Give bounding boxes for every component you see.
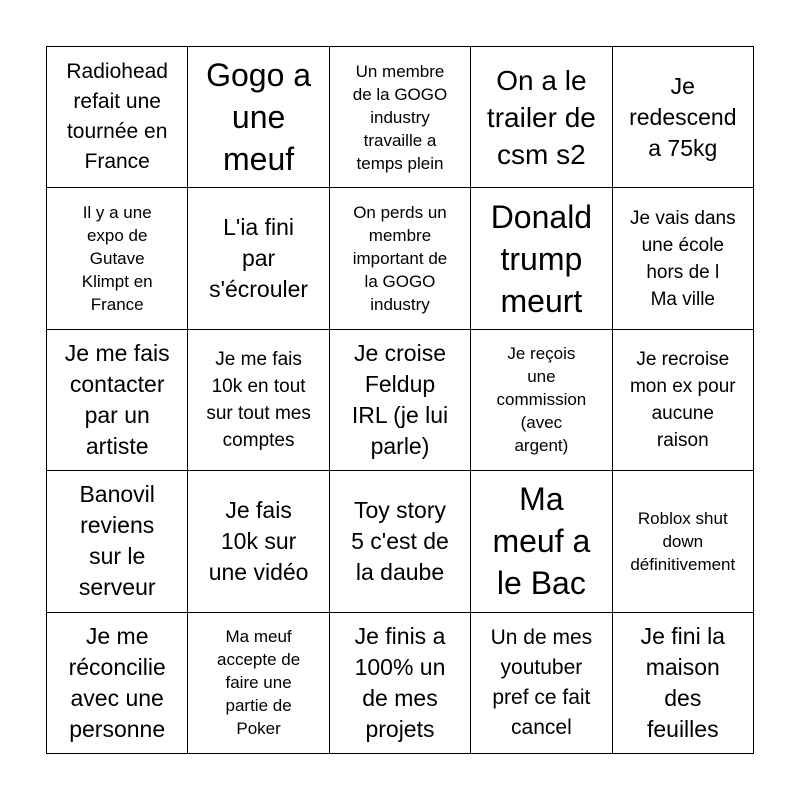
cell-text: Radiohead refait une tournée en France — [66, 60, 168, 174]
cell-text: Je reçois une commission (avec argent) — [496, 344, 587, 456]
bingo-cell-18[interactable] — [330, 471, 471, 612]
bingo-cell-11[interactable] — [47, 330, 188, 471]
cell-text: On a le trailer de csm s2 — [486, 64, 596, 170]
cell-text: Ma meuf accepte de faire une partie de Poker — [217, 627, 301, 739]
bingo-cell-13[interactable] — [330, 330, 471, 471]
bingo-cell-9[interactable] — [471, 188, 612, 329]
bingo-cell-17[interactable] — [188, 471, 329, 612]
cell-text: Je me réconcilie avec une personne — [68, 622, 166, 742]
cell-text: Je redescend a 75kg — [629, 72, 737, 161]
cell-text: Je me fais 10k en tout sur tout mes comptes — [206, 348, 311, 451]
bingo-cell-24[interactable] — [471, 613, 612, 754]
cell-text: Je fais 10k sur une vidéo — [208, 496, 309, 585]
bingo-cell-15[interactable] — [613, 330, 754, 471]
bingo-cell-8[interactable] — [330, 188, 471, 329]
bingo-cell-19[interactable] — [471, 471, 612, 612]
bingo-cell-25[interactable] — [613, 613, 754, 754]
bingo-cell-23[interactable] — [330, 613, 471, 754]
cell-text: Gogo a une meuf — [206, 57, 312, 178]
cell-text: Donald trump meurt — [490, 198, 593, 319]
cell-text: Je croise Feldup IRL (je lui parle) — [351, 339, 449, 459]
cell-text: Un membre de la GOGO industry travaille a temps plein — [352, 61, 448, 173]
bingo-cell-4[interactable] — [471, 47, 612, 188]
bingo-cell-7[interactable] — [188, 188, 329, 329]
cell-text: Je finis a 100% un de mes projets — [354, 622, 446, 742]
bingo-cell-20[interactable] — [613, 471, 754, 612]
cell-text: Banovil reviens sur le serveur — [78, 481, 156, 601]
bingo-cell-2[interactable] — [188, 47, 329, 188]
bingo-cell-16[interactable] — [47, 471, 188, 612]
cell-text: Il y a une expo de Gutave Klimpt en France — [81, 203, 153, 315]
cell-text: Je me fais contacter par un artiste — [64, 339, 170, 459]
bingo-cell-21[interactable] — [47, 613, 188, 754]
bingo-cell-14[interactable] — [471, 330, 612, 471]
cell-text: On perds un membre important de la GOGO industry — [352, 203, 448, 315]
bingo-cell-10[interactable] — [613, 188, 754, 329]
cell-text: Je vais dans une école hors de l Ma ville — [629, 207, 736, 310]
bingo-cell-12[interactable] — [188, 330, 329, 471]
cell-text: Toy story 5 c'est de la daube — [351, 496, 449, 585]
cell-text: Un de mes youtuber pref ce fait cancel — [490, 625, 593, 739]
cell-text: Je fini la maison des feuilles — [640, 622, 725, 742]
bingo-cell-3[interactable] — [330, 47, 471, 188]
bingo-cell-1[interactable] — [47, 47, 188, 188]
bingo-cell-22[interactable] — [188, 613, 329, 754]
bingo-cell-5[interactable] — [613, 47, 754, 188]
bingo-board — [46, 46, 754, 754]
cell-text: L'ia fini par s'écrouler — [209, 214, 309, 303]
cell-text: Je recroise mon ex pour aucune raison — [629, 348, 736, 451]
bingo-cell-6[interactable] — [47, 188, 188, 329]
cell-text: Roblox shut down définitivement — [630, 508, 736, 574]
cell-text: Ma meuf a le Bac — [492, 481, 591, 602]
